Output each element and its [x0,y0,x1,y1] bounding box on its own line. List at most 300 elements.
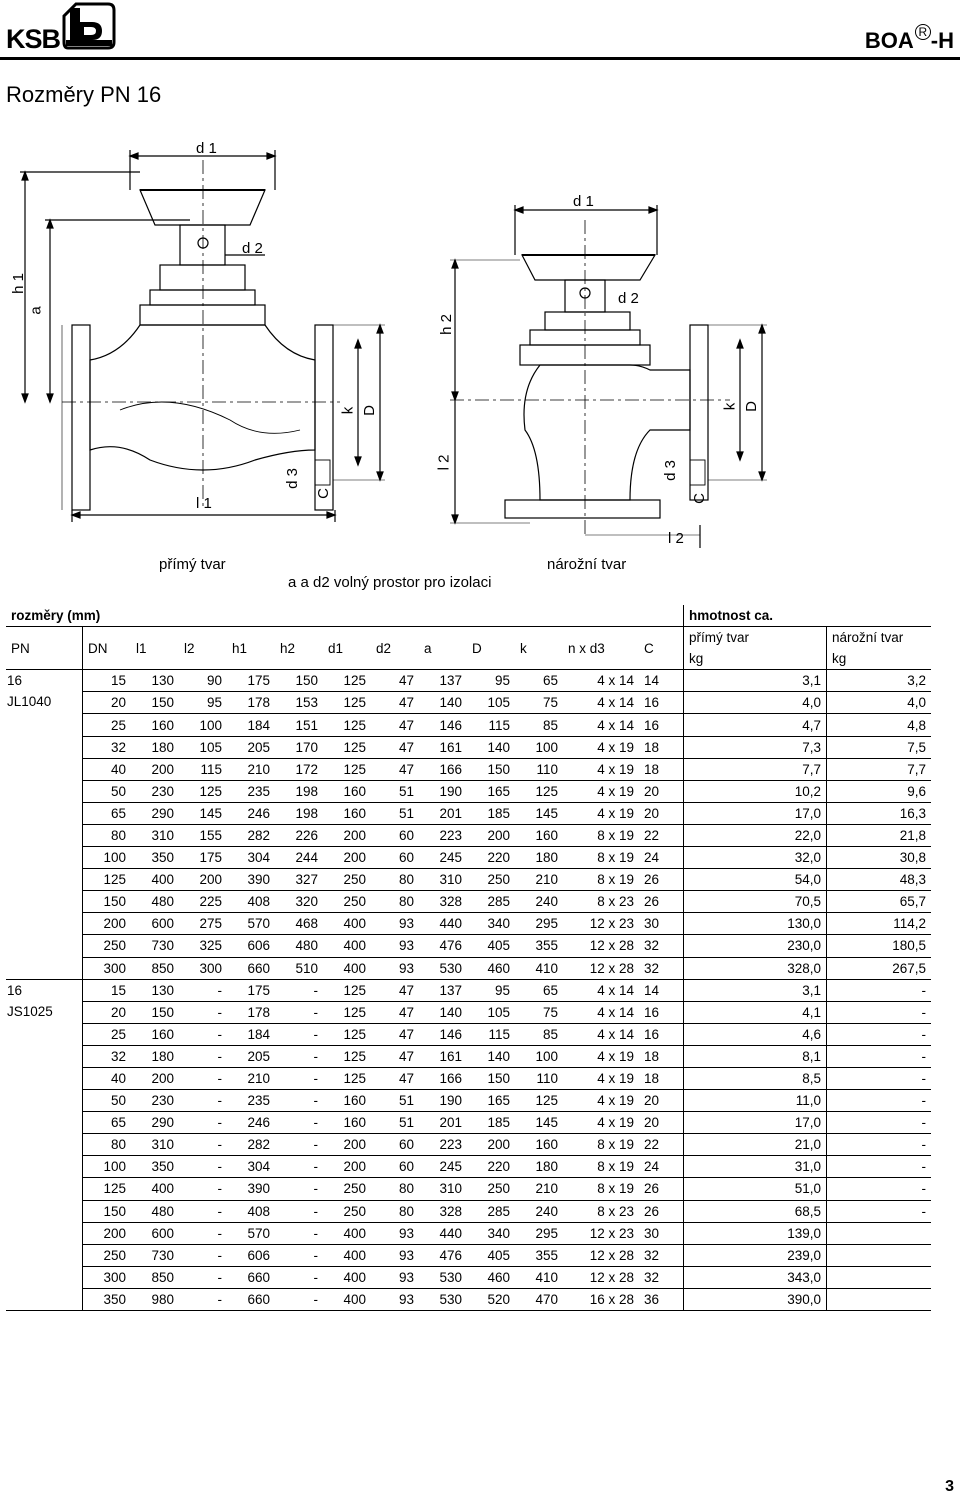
table-cell: 226 [275,824,323,846]
table-cell: 100 [179,714,227,736]
table-cell: 190 [419,1090,467,1112]
table-header-row [6,627,931,649]
table-cell: 32,0 [684,847,827,869]
table-cell: 68,5 [684,1200,827,1222]
table-cell: 17,0 [684,802,827,824]
table-cell: 145 [515,1112,563,1134]
table-cell: 250 [83,935,132,957]
angle-d3-label: d 3 [661,460,679,481]
table-cell: 80 [83,824,132,846]
table-cell: - [275,979,323,1001]
table-cell: 7,5 [827,736,932,758]
table-cell: 275 [179,913,227,935]
table-cell: 244 [275,847,323,869]
table-cell: 93 [371,1244,419,1266]
table-cell: - [827,1156,932,1178]
table-cell: 9,6 [827,780,932,802]
table-cell: 200 [323,1134,371,1156]
table-cell: - [827,1067,932,1089]
pn-cell [6,979,83,1310]
product-name [864,25,954,54]
table-cell: 65 [515,670,563,692]
table-cell: 47 [371,1067,419,1089]
table-cell: 137 [419,670,467,692]
table-row [6,1178,931,1200]
ksb-logo [6,2,118,54]
table-cell: 180 [515,847,563,869]
table-cell: 175 [227,979,275,1001]
table-row [6,1023,931,1045]
table-row [6,1266,931,1288]
table-cell: 4 x 14 [563,979,639,1001]
table-cell: - [275,1266,323,1288]
table-row [6,780,931,802]
table-cell: 24 [639,1156,684,1178]
table-cell: 12 x 28 [563,1266,639,1288]
table-cell: 570 [227,913,275,935]
table-cell: 210 [227,758,275,780]
table-cell: 175 [179,847,227,869]
table-cell: 17,0 [684,1112,827,1134]
table-cell: 175 [227,670,275,692]
table-cell: 606 [227,1244,275,1266]
table-cell: 12 x 28 [563,957,639,979]
table-cell: 200 [323,824,371,846]
table-cell: 350 [131,1156,179,1178]
table-cell: 4 x 14 [563,670,639,692]
table-cell: 20 [639,1112,684,1134]
product-suffix: -H [930,28,954,53]
table-cell: 85 [515,714,563,736]
table-cell: 205 [227,736,275,758]
table-cell: 160 [515,824,563,846]
table-cell: 282 [227,1134,275,1156]
table-cell: - [179,1178,227,1200]
table-cell: 51 [371,1090,419,1112]
table-cell: 32 [83,736,132,758]
table-cell: - [827,1178,932,1200]
table-cell: 48,3 [827,869,932,891]
table-cell: 980 [131,1288,179,1310]
table-cell: 4 x 14 [563,714,639,736]
table-cell: 125 [323,1023,371,1045]
table-cell: - [179,1090,227,1112]
table-cell: - [827,979,932,1001]
table-row [6,670,931,692]
table-cell: 125 [515,1090,563,1112]
table-cell: 125 [515,780,563,802]
table-cell: 178 [227,692,275,714]
table-row [6,891,931,913]
table-cell: 47 [371,758,419,780]
material-value: JS1025 [7,1003,53,1019]
table-cell: 408 [227,891,275,913]
table-cell: 21,0 [684,1134,827,1156]
table-row [6,1200,931,1222]
table-cell: 125 [323,1045,371,1067]
table-cell: 22 [639,1134,684,1156]
table-cell: 4 x 19 [563,802,639,824]
table-caption: rozměry (mm) [6,605,684,627]
table-cell: 460 [467,1266,515,1288]
table-cell: 390 [227,869,275,891]
table-cell: 180,5 [827,935,932,957]
table-cell: 130 [131,670,179,692]
table-cell: 220 [467,1156,515,1178]
table-cell: 80 [371,1178,419,1200]
table-cell: 16 [639,692,684,714]
table-cell: 520 [467,1288,515,1310]
table-row [6,1222,931,1244]
table-cell: 16 [639,1023,684,1045]
table-cell: 8 x 19 [563,1134,639,1156]
table-cell: 93 [371,957,419,979]
weight-unit: kg [684,648,827,670]
table-cell: 198 [275,780,323,802]
table-cell: 14 [639,979,684,1001]
table-cell: 400 [323,1222,371,1244]
table-cell: 410 [515,1266,563,1288]
table-cell: 47 [371,670,419,692]
table-cell: 146 [419,1023,467,1045]
table-cell: 16,3 [827,802,932,824]
table-cell: 90 [179,670,227,692]
table-cell: 7,7 [827,758,932,780]
table-cell: 65 [515,979,563,1001]
weight-unit: kg [827,648,932,670]
table-cell: 570 [227,1222,275,1244]
table-cell: 239,0 [684,1244,827,1266]
table-cell: 4 x 19 [563,736,639,758]
table-cell: 4,8 [827,714,932,736]
table-row [6,913,931,935]
table-cell: - [179,1112,227,1134]
table-cell: 355 [515,1244,563,1266]
table-cell: 40 [83,758,132,780]
table-cell: 400 [131,1178,179,1200]
table-cell [827,1288,932,1310]
table-cell: 476 [419,1244,467,1266]
table-cell: 7,3 [684,736,827,758]
dimensions-table [6,605,931,1311]
table-cell: - [179,1134,227,1156]
table-cell: 80 [371,1200,419,1222]
table-cell: 12 x 23 [563,1222,639,1244]
table-cell: 65 [83,1112,132,1134]
table-cell: 295 [515,1222,563,1244]
table-cell: 530 [419,1288,467,1310]
straight-d3-label: d 3 [283,468,301,489]
table-cell: 20 [639,802,684,824]
table-cell: 210 [227,1067,275,1089]
column-header: l1 [131,627,179,670]
table-cell: 110 [515,1067,563,1089]
table-cell: 4,1 [684,1001,827,1023]
table-cell: 93 [371,1288,419,1310]
table-row [6,1090,931,1112]
table-cell: 730 [131,935,179,957]
table-cell: 172 [275,758,323,780]
straight-D-label: D [360,405,378,416]
table-cell: 105 [467,1001,515,1023]
table-cell: 8 x 19 [563,1178,639,1200]
table-cell: 125 [323,979,371,1001]
table-cell: 460 [467,957,515,979]
table-cell: 150 [467,758,515,780]
table-cell: 51 [371,802,419,824]
table-cell: 50 [83,780,132,802]
table-cell: 50 [83,1090,132,1112]
table-cell: 150 [83,1200,132,1222]
angle-l2-label: l 2 [435,454,453,471]
angle-caption: nárožní tvar [547,556,627,573]
table-cell: 250 [467,869,515,891]
table-cell: 4,7 [684,714,827,736]
straight-d2-label: d 2 [242,240,263,257]
table-cell: 93 [371,913,419,935]
table-cell: 47 [371,714,419,736]
table-cell: 245 [419,847,467,869]
table-cell: 205 [227,1045,275,1067]
table-row [6,692,931,714]
column-header: DN [83,627,132,670]
material-value: JL1040 [7,694,52,710]
table-cell: 480 [131,891,179,913]
column-header: d1 [323,627,371,670]
table-cell: 178 [227,1001,275,1023]
table-cell: 125 [83,869,132,891]
ksb-b-logo-icon [62,2,116,50]
table-row [6,802,931,824]
table-cell: 65,7 [827,891,932,913]
table-cell: 850 [131,957,179,979]
table-cell: 51 [371,780,419,802]
straight-C-label: C [314,488,332,499]
table-cell: - [827,1090,932,1112]
table-cell: 47 [371,979,419,1001]
table-cell: 328 [419,891,467,913]
table-cell: 300 [83,957,132,979]
table-cell: 4 x 19 [563,1045,639,1067]
table-cell: 400 [323,957,371,979]
table-row [6,824,931,846]
table-cell: - [275,1023,323,1045]
table-cell: 8 x 23 [563,1200,639,1222]
table-row [6,1067,931,1089]
table-cell: - [179,979,227,1001]
table-cell: 150 [131,692,179,714]
table-cell: - [275,1112,323,1134]
table-cell: 170 [275,736,323,758]
table-cell: 18 [639,1067,684,1089]
table-cell: 161 [419,736,467,758]
table-cell: 32 [639,1266,684,1288]
table-cell: 105 [179,736,227,758]
table-cell: 18 [639,736,684,758]
table-cell: 300 [179,957,227,979]
table-cell: 246 [227,802,275,824]
table-cell: 21,8 [827,824,932,846]
table-cell: 4 x 14 [563,692,639,714]
table-cell: 440 [419,1222,467,1244]
table-row [6,758,931,780]
column-header: l2 [179,627,227,670]
table-cell: 295 [515,913,563,935]
table-cell: 47 [371,692,419,714]
table-cell: 8 x 19 [563,869,639,891]
table-row [6,847,931,869]
table-cell: 125 [323,692,371,714]
table-cell: 100 [83,847,132,869]
straight-l1-label: l 1 [196,495,212,512]
table-cell: 3,1 [684,979,827,1001]
valve-drawing [0,130,960,595]
table-cell: 93 [371,935,419,957]
table-cell: 160 [323,1112,371,1134]
table-cell: 4 x 19 [563,780,639,802]
table-cell: 125 [323,670,371,692]
page-number: 3 [945,1478,954,1495]
table-cell: 125 [323,1001,371,1023]
table-cell: 200 [83,1222,132,1244]
angle-valve-drawing [450,205,767,548]
straight-h1-label: h 1 [9,273,27,294]
table-cell: 115 [467,714,515,736]
table-cell: 95 [179,692,227,714]
table-cell: 18 [639,758,684,780]
table-cell: 40 [83,1067,132,1089]
table-cell: 30 [639,913,684,935]
table-cell: 390,0 [684,1288,827,1310]
brand-name: KSB [6,24,61,54]
table-row [6,1045,931,1067]
table-cell: - [275,1178,323,1200]
table-cell: 75 [515,692,563,714]
table-cell: 476 [419,935,467,957]
table-cell: 310 [419,869,467,891]
table-cell: 31,0 [684,1156,827,1178]
column-header: a [419,627,467,670]
table-cell: 606 [227,935,275,957]
table-row [6,1156,931,1178]
table-cell: 16 [639,1001,684,1023]
straight-a-label: a [27,306,45,315]
table-cell: 160 [323,802,371,824]
table-cell: 26 [639,1200,684,1222]
table-cell: 410 [515,957,563,979]
table-cell: 51,0 [684,1178,827,1200]
table-cell: 26 [639,869,684,891]
straight-k-label: k [339,406,357,415]
table-cell: 327 [275,869,323,891]
table-cell: 200 [323,847,371,869]
table-cell: 32 [639,957,684,979]
column-header: h2 [275,627,323,670]
table-caption-row [6,605,931,627]
table-cell: 140 [467,736,515,758]
table-cell: 20 [639,1090,684,1112]
table-cell: 100 [515,736,563,758]
table-cell: - [179,1156,227,1178]
table-cell: 184 [227,1023,275,1045]
table-cell: 115 [467,1023,515,1045]
table-cell: 150 [467,1067,515,1089]
table-cell: 201 [419,802,467,824]
table-cell: - [179,1288,227,1310]
table-cell: 160 [515,1134,563,1156]
table-cell: 180 [131,736,179,758]
table-cell: 93 [371,1222,419,1244]
table-cell: 250 [323,891,371,913]
table-cell: 60 [371,847,419,869]
table-cell: 400 [323,913,371,935]
table-cell: 140 [467,1045,515,1067]
table-cell: - [179,1045,227,1067]
table-cell: 60 [371,824,419,846]
table-cell: 10,2 [684,780,827,802]
table-cell: 150 [83,891,132,913]
table-cell: 80 [371,891,419,913]
angle-d2-label: d 2 [618,290,639,307]
weight-caption: hmotnost ca. [684,605,932,627]
table-cell: - [179,1067,227,1089]
table-cell: 343,0 [684,1266,827,1288]
table-cell: 140 [419,1001,467,1023]
table-cell: 340 [467,913,515,935]
table-cell: 115 [179,758,227,780]
table-cell: 125 [323,736,371,758]
straight-valve-drawing [20,150,385,522]
table-cell: 16 [639,714,684,736]
column-header: k [515,627,563,670]
table-row [6,979,931,1001]
table-cell: 51 [371,1112,419,1134]
table-cell: 4 x 14 [563,1023,639,1045]
table-cell: 350 [83,1288,132,1310]
column-header: h1 [227,627,275,670]
table-cell: 125 [323,758,371,780]
table-cell: 185 [467,1112,515,1134]
table-cell: 7,7 [684,758,827,780]
table-cell: 125 [323,714,371,736]
table-cell: 125 [83,1178,132,1200]
table-cell: 223 [419,1134,467,1156]
column-header: PN [6,627,83,670]
table-cell: 470 [515,1288,563,1310]
table-row [6,1001,931,1023]
table-row [6,1288,931,1310]
table-cell: - [275,1090,323,1112]
table-cell: 125 [323,1067,371,1089]
table-cell: 200 [467,1134,515,1156]
table-cell: 210 [515,869,563,891]
table-cell: 405 [467,1244,515,1266]
table-cell: 47 [371,1001,419,1023]
table-cell: 26 [639,891,684,913]
table-cell: 3,1 [684,670,827,692]
table-row [6,1134,931,1156]
table-cell: - [275,1244,323,1266]
table-cell: 4 x 19 [563,1090,639,1112]
table-cell: 47 [371,736,419,758]
table-cell: 160 [131,714,179,736]
table-cell: 235 [227,1090,275,1112]
table-cell: - [827,1134,932,1156]
table-cell: 400 [323,1288,371,1310]
table-cell: 14 [639,670,684,692]
table-cell: 155 [179,824,227,846]
table-cell: 8 x 19 [563,824,639,846]
